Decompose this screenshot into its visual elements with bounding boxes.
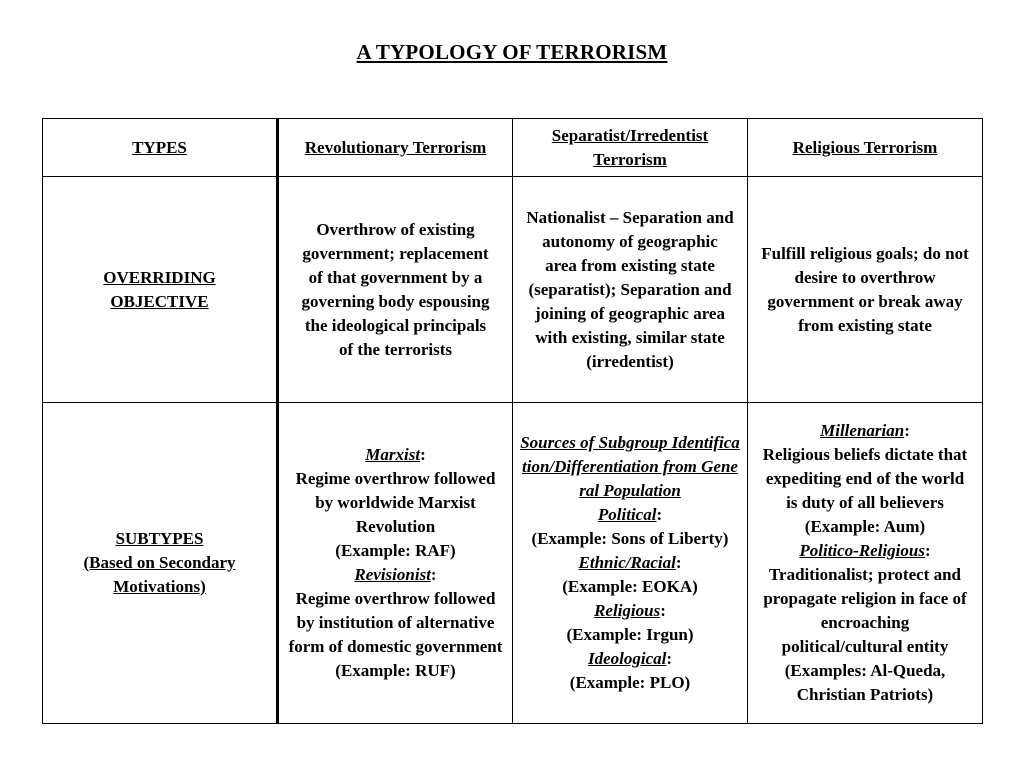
objective-label-line2: OBJECTIVE — [110, 291, 209, 311]
header-types-cell — [43, 119, 278, 177]
revisionist-example: (Example: RUF) — [335, 661, 456, 680]
political-term: Political — [597, 505, 657, 524]
revisionist-desc: Regime overthrow followed by institution of alternative form of domestic government — [288, 589, 503, 656]
objective-row — [43, 177, 983, 403]
revisionist-term: Revisionist — [354, 565, 431, 584]
typology-table — [42, 118, 983, 724]
ethnic-term: Ethnic/Racial — [578, 553, 676, 572]
header-row — [43, 119, 983, 177]
marxist-term: Marxist — [365, 445, 421, 464]
millenarian-term: Millenarian — [820, 421, 905, 440]
objective-religious: Fulfill religious goals; do not desire to overthrow government or break away from existing state — [748, 177, 983, 403]
religious-example: (Example: Irgun) — [566, 625, 694, 644]
header-types: TYPES — [132, 137, 187, 157]
politico-term: Politico-Religious — [799, 541, 925, 560]
header-revolutionary: Revolutionary Terrorism — [304, 137, 487, 157]
subtypes-label-cell — [43, 403, 278, 724]
ethnic-example: (Example: EOKA) — [562, 577, 698, 596]
millenarian-desc: Religious beliefs dictate that expediting end of the world is duty of all believers — [762, 445, 968, 512]
header-separatist-cell — [513, 119, 748, 177]
header-religious-cell — [748, 119, 983, 177]
subtypes-religious-cell: Millenarian: Religious beliefs dictate that expediting end of the world is duty of all believers (Example: Aum) Politico-Religious: Traditionalist; protect and propagate religion in face of encroaching political/cultural entity (Examples: Al-Queda, Christian Patriots) — [748, 403, 983, 724]
subtypes-label-line1: SUBTYPES — [115, 529, 204, 548]
header-religious: Religious Terrorism — [792, 137, 938, 157]
political-example: (Example: Sons of Liberty) — [531, 529, 729, 548]
politico-desc: Traditionalist; protect and propagate religion in face of encroaching political/cultural entity — [763, 565, 967, 656]
marxist-example: (Example: RAF) — [335, 541, 456, 560]
subtypes-row — [43, 403, 983, 724]
subtypes-revolutionary-cell: Marxist: Regime overthrow followed by worldwide Marxist Revolution (Example: RAF) Revisionist: Regime overthrow followed by institution of alternative form of domestic government (Example: RUF) — [278, 403, 513, 724]
millenarian-example: (Example: Aum) — [804, 517, 926, 536]
subtypes-label-line2: (Based on Secondary Motivations) — [83, 553, 236, 596]
header-revolutionary-cell — [278, 119, 513, 177]
objective-label-cell — [43, 177, 278, 403]
objective-revolutionary: Overthrow of existing government; replacement of that government by a governing body espousing the ideological principals of the terrorists — [278, 177, 513, 403]
politico-example: (Examples: Al-Queda, Christian Patriots) — [784, 661, 946, 704]
header-separatist: Separatist/Irredentist Terrorism — [551, 125, 709, 169]
objective-label-line1: OVERRIDING — [103, 267, 216, 287]
page-title: A TYPOLOGY OF TERRORISM — [356, 40, 668, 64]
religious-term: Religious — [594, 601, 661, 620]
sources-heading: Sources of Subgroup Identification/Differentiation from General Population — [520, 433, 740, 500]
objective-separatist: Nationalist – Separation and autonomy of geographic area from existing state (separatist); Separation and joining of geographic area with existing, similar state (irredentist) — [513, 177, 748, 403]
ideological-term: Ideological — [587, 649, 667, 668]
ideological-example: (Example: PLO) — [569, 673, 691, 692]
marxist-desc: Regime overthrow followed by worldwide Marxist Revolution — [295, 469, 496, 536]
subtypes-separatist-cell: Sources of Subgroup Identification/Differentiation from General Population Political: (Example: Sons of Liberty) Ethnic/Racial: (Example: EOKA) Religious: (Example: Irgun) Ideological: (Example: PLO) — [513, 403, 748, 724]
